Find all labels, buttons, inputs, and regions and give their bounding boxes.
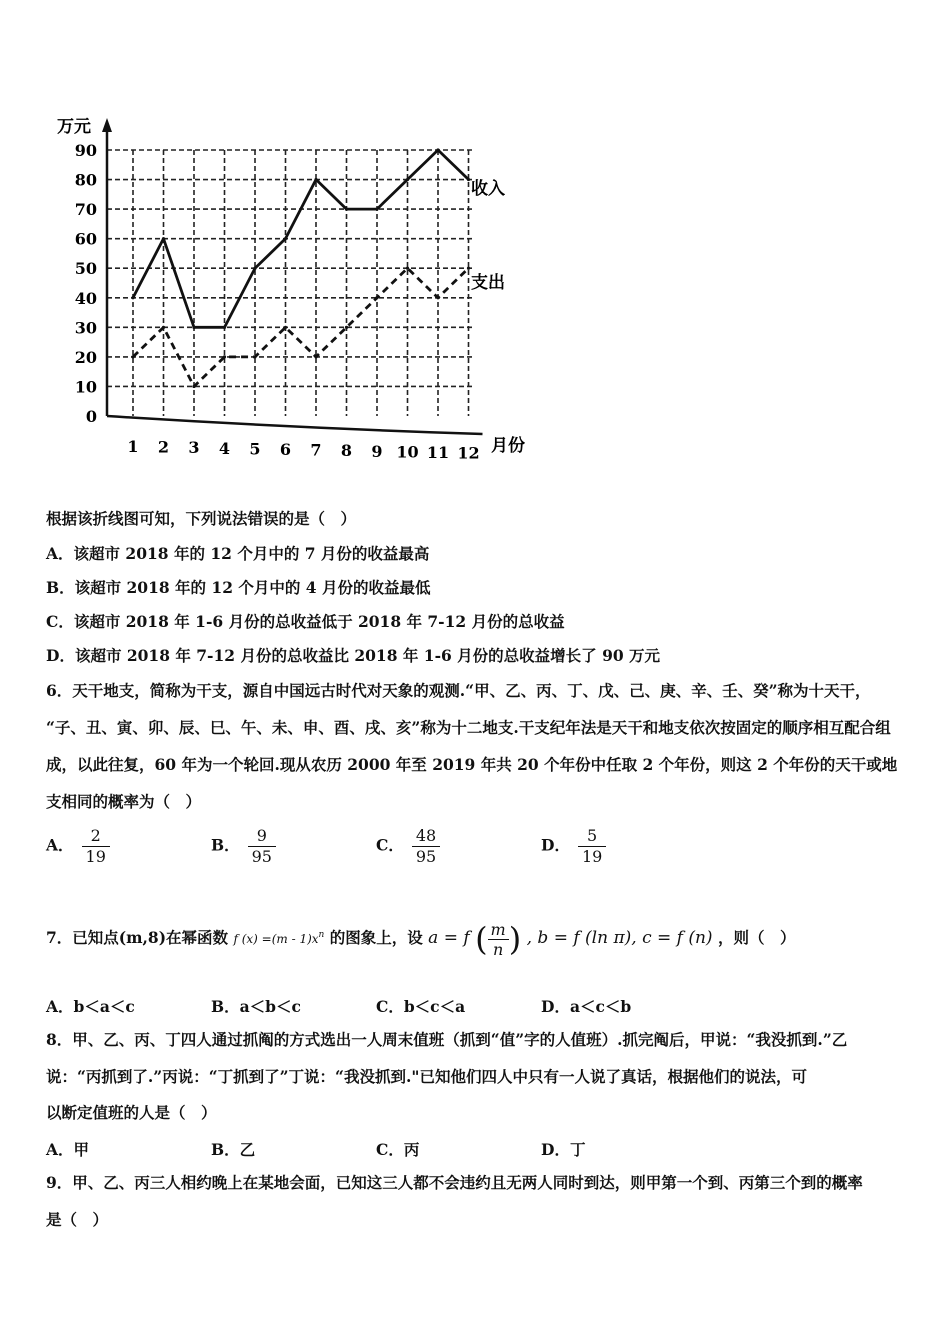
q8-line-1: 8．甲、乙、丙、丁四人通过抓阄的方式选出一人周末值班（抓到“值”字的人值班）.抓完阄后，甲说：“我没抓到.”乙 [46,1030,848,1049]
legend-income: 收入 [471,179,505,199]
x-tick-label: 10 [396,442,419,462]
q6-option-a: A． $\frac{2}{19}$ [46,826,110,867]
q8-option-c: C．丙 [376,1140,420,1159]
y-tick-label: 20 [74,347,97,367]
expense-point [162,326,165,329]
x-tick-label: 3 [188,438,200,458]
x-tick-label: 7 [310,440,322,460]
q5-option-b: B．该超市 2018 年的 12 个月中的 4 月份的收益最低 [46,578,431,597]
q6-line-3: 成，以此往复，60 年为一个轮回.现从农历 2000 年至 2019 年共 20 个年份中任取 2 个年份，则这 2 个年份的天干或地 [46,755,898,774]
x-axis [107,416,483,434]
income-point [406,178,409,181]
income-point [192,326,195,329]
y-tick-label: 0 [85,407,97,426]
q8-line-3: 以断定值班的人是（ ） [46,1103,217,1122]
income-point [284,237,287,240]
y-tick-label: 30 [74,318,97,338]
x-tick-label: 12 [457,443,480,463]
q6-line-4: 支相同的概率为（ ） [46,792,202,811]
q9-line-2: 是（ ） [46,1210,109,1229]
q7-stem: 7．已知点(m,8)在幂函数 f $(x) =(m - 1)x^n$ 的图象上，设 a = f ( $\frac{m}{n}$ ) , b = f (ln π), c = f (n) ，则（ ） [46,919,796,959]
q6-option-d: D． $\frac{5}{19}$ [541,826,606,867]
q8-option-b: B．乙 [211,1140,256,1159]
income-point [314,178,317,181]
q5-option-c: C．该超市 2018 年 1-6 月份的总收益低于 2018 年 7-12 月份的总收益 [46,612,565,631]
expense-point [284,326,287,329]
income-point [467,178,470,181]
income-point [131,296,134,299]
y-axis-arrow [102,118,112,132]
q8-line-2: 说：“丙抓到了.”丙说：“丁抓到了”丁说：“我没抓到."已知他们四人中只有一人说了真话，根据他们的说法，可 [46,1067,807,1086]
income-point [375,208,378,211]
q9-line-1: 9．甲、乙、丙三人相约晚上在某地会面，已知这三人都不会违约且无两人同时到达，则甲第一个到、丙第三个到的概率 [46,1173,863,1192]
legend-expense: 支出 [471,273,505,293]
x-axis-label: 月份 [491,436,525,456]
income-point [162,237,165,240]
expense-point [436,296,439,299]
expense-point [131,355,134,358]
q7-option-b: B．a＜b＜c [211,997,301,1016]
x-tick-label: 5 [249,439,261,459]
y-tick-label: 40 [74,288,97,308]
q6-option-c: C． $\frac{48}{95}$ [376,826,440,867]
x-tick-label: 11 [426,443,450,462]
expense-point [192,385,195,388]
q7-option-d: D．a＜c＜b [541,997,632,1016]
q8-option-d: D．丁 [541,1140,586,1159]
income-point [223,326,226,329]
income-point [345,208,348,211]
x-tick-label: 4 [218,438,231,458]
chart-ticks [75,141,480,463]
expense-point [345,326,348,329]
q6-option-b: B． $\frac{9}{95}$ [211,826,276,867]
q8-option-a: A．甲 [46,1140,90,1159]
expense-point [223,355,226,358]
chart-grid [107,150,473,416]
x-tick-label: 9 [371,441,383,461]
x-tick-label: 1 [127,437,139,456]
x-tick-label: 8 [340,441,353,461]
y-tick-label: 60 [74,229,97,249]
q6-line-2: “子、丑、寅、卯、辰、巳、午、未、申、酉、戌、亥”称为十二地支.干支纪年法是天干和地支依次按固定的顺序相互配合组 [46,718,891,737]
x-tick-label: 6 [279,440,292,459]
q6-line-1: 6．天干地支，简称为干支，源自中国远古时代对天象的观测.“甲、乙、丙、丁、戊、己、庚、辛、壬、癸”称为十天干， [46,681,871,700]
q5-option-a: A．该超市 2018 年的 12 个月中的 7 月份的收益最高 [46,544,430,563]
y-tick-label: 70 [74,200,97,220]
income-point [436,148,439,151]
y-axis-label: 万元 [57,117,91,137]
y-tick-label: 50 [74,259,97,279]
x-tick-label: 2 [157,437,170,457]
income-point [253,267,256,270]
y-tick-label: 90 [74,141,97,160]
y-tick-label: 10 [74,377,97,397]
expense-point [314,355,317,358]
q7-power-function: f (x) =(m - 1)x [233,932,319,947]
expense-point [406,267,409,270]
expense-point [467,267,470,270]
y-tick-label: 80 [74,170,97,190]
q7-option-c: C．b＜c＜a [376,997,466,1016]
income-expense-line-chart [45,110,545,470]
q7-option-a: A．b＜a＜c [46,997,135,1016]
expense-point [253,355,256,358]
expense-point [375,296,378,299]
q5-stem: 根据该折线图可知，下列说法错误的是（ ） [46,509,357,528]
q5-option-d: D．该超市 2018 年 7-12 月份的总收益比 2018 年 1-6 月份的总收益增长了 90 万元 [46,646,661,665]
